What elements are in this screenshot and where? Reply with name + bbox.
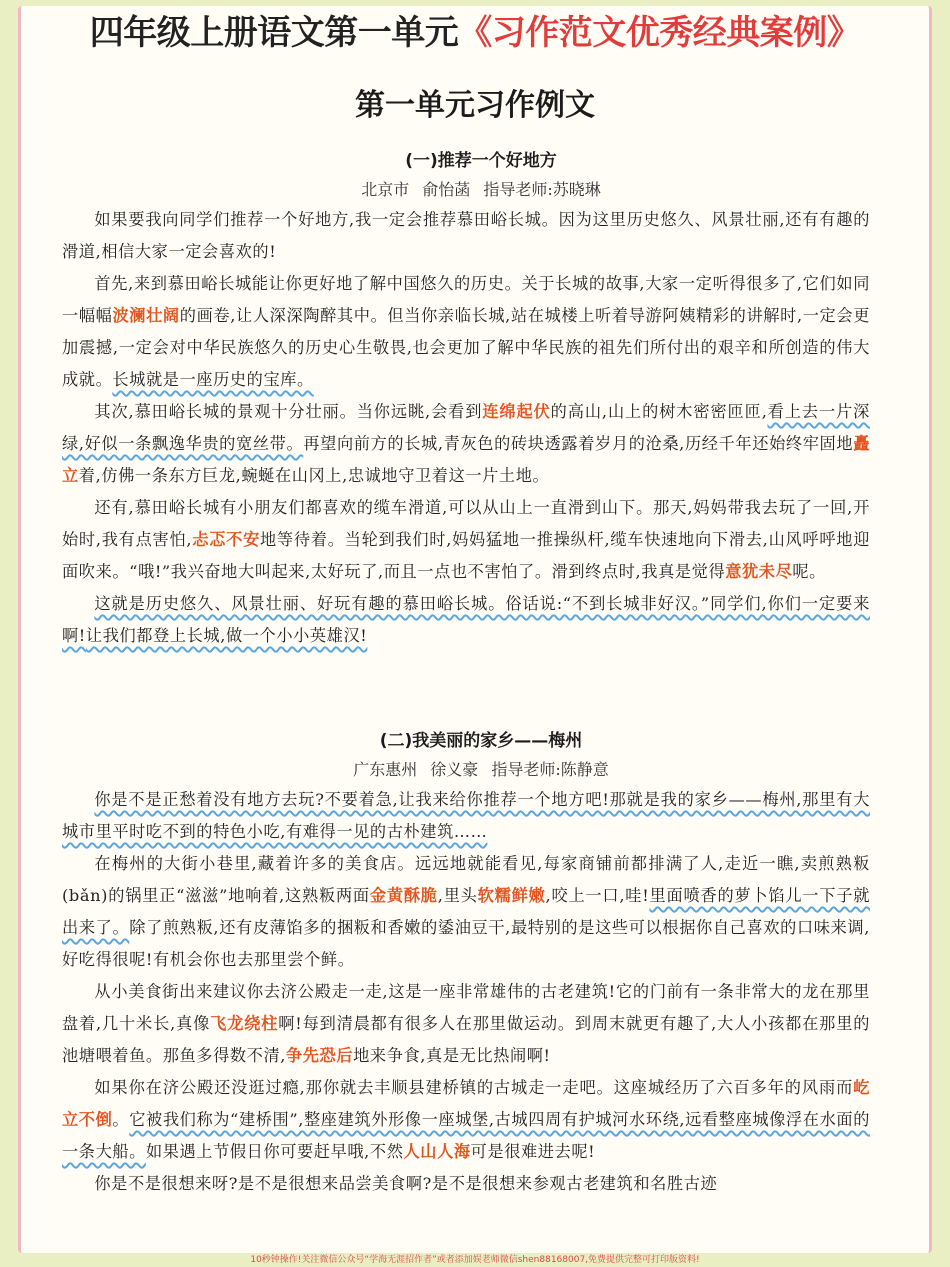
- highlight-phrase: 人山人海: [403, 1142, 471, 1161]
- s2-paragraph-1: 你是不是正愁着没有地方去玩?不要着急,让我来给你推荐一个地方吧!那就是我的家乡——梅州,那里有大城市里平时吃不到的特色小吃,有难得一见的古朴建筑……: [62, 790, 870, 841]
- page-title: 第一单元习作例文: [355, 88, 595, 123]
- s2-paragraph-4: 如果你在济公殿还没逛过瘾,那你就去丰顺县建桥镇的古城走一走吧。这座城经历了六百多年的风雨而屹立不倒。它被我们称为“建桥围”,整座建筑外形像一座城堡,古城四周有护城河水环绕,远看整座城像浮在水面的一条大船。如果遇上节假日你可要赶早哦,不然人山人海可是很难进去呢!: [62, 1078, 870, 1161]
- highlight-phrase: 争先恐后: [285, 1046, 354, 1065]
- s1-paragraph-5: 这就是历史悠久、风景壮丽、好玩有趣的慕田峪长城。俗话说:“不到长城非好汉。”同学们,你们一定要来啊!让我们都登上长城,做一个小小英雄汉!: [62, 594, 870, 645]
- underlined-sentence: 长城就是一座历史的宝库。: [112, 370, 314, 389]
- highlight-phrase: 连绵起伏: [482, 402, 551, 421]
- s2-paragraph-3: 从小美食街出来建议你去济公殿走一走,这是一座非常雄伟的古老建筑!它的门前有一条非常大的龙在那里盘着,几十米长,真像飞龙绕柱啊!每到清晨都有很多人在那里做运动。到周末就更有趣了,大人小孩都在那里的池塘喂着鱼。那鱼多得数不清,争先恐后地来争食,真是无比热闹啊!: [62, 982, 870, 1065]
- highlight-phrase: 屹立不倒: [62, 1078, 870, 1129]
- highlight-phrase: 金黄酥脆: [369, 886, 438, 905]
- section-1: [62, 146, 870, 652]
- s1-paragraph-2: 首先,来到慕田峪长城能让你更好地了解中国悠久的历史。关于长城的故事,大家一定听得很多了,它们如同一幅幅波澜壮阔的画卷,让人深深陶醉其中。但当你亲临长城,站在城楼上听着导游阿姨精彩的讲解时,一定会更加震撼,一定会对中华民族悠久的历史心生敬畏,也会更加了解中华民族的祖先们所付出的艰辛和所创造的伟大成就。长城就是一座历史的宝库。: [62, 274, 870, 389]
- s1-paragraph-3: 其次,慕田峪长城的景观十分壮丽。当你远眺,会看到连绵起伏的高山,山上的树木密密匝匝,看上去一片深绿,好似一条飘逸华贵的宽丝带。再望向前方的长城,青灰色的砖块透露着岁月的沧桑,历经千年还始终牢固地矗立着,仿佛一条东方巨龙,蜿蜒在山冈上,忠诚地守卫着这一片土地。: [62, 402, 870, 485]
- underlined-sentence: 它被我们称为“建桥围”,整座建筑外形像一座城堡,古城四周有护城河水环绕,远看整座城像浮在水面的一条大船。: [62, 1110, 870, 1161]
- highlight-phrase: 软糯鲜嫩: [477, 886, 546, 905]
- section-2-title: (二)我美丽的家乡——梅州: [379, 731, 583, 751]
- section-1-byline: 北京市 俞怡菡 指导老师:苏晓琳: [361, 180, 601, 199]
- section-2: [62, 726, 870, 1200]
- banner-highlight: 《习作范文优秀经典案例》: [458, 13, 861, 53]
- highlight-phrase: 意犹未尽: [725, 562, 793, 581]
- highlight-phrase: 飞龙绕柱: [210, 1014, 279, 1033]
- s1-paragraph-1: 如果要我向同学们推荐一个好地方,我一定会推荐慕田峪长城。因为这里历史悠久、风景壮丽,还有有趣的滑道,相信大家一定会喜欢的!: [62, 210, 870, 261]
- s1-paragraph-4: 还有,慕田峪长城有小朋友们都喜欢的缆车滑道,可以从山上一直滑到山下。那天,妈妈带我去玩了一回,开始时,我有点害怕,忐忑不安地等待着。当轮到我们时,妈妈猛地一推操纵杆,缆车快速地向下滑去,山风呼呼地迎面吹来。“哦!”我兴奋地大叫起来,太好玩了,而且一点也不害怕了。滑到终点时,我真是觉得意犹未尽呢。: [62, 498, 870, 581]
- s2-paragraph-2: 在梅州的大街小巷里,藏着许多的美食店。远远地就能看见,每家商铺前都排满了人,走近一瞧,卖煎熟粄(bǎn)的锅里正“滋滋”地响着,这熟粄两面金黄酥脆,里头软糯鲜嫩,咬上一口,哇!里面喷香的萝卜馅儿一下子就出来了。除了煎熟粄,还有皮薄馅多的捆粄和香嫩的鋈油豆干,最特别的是这些可以根据你自己喜欢的口味来调,好吃得很呢!有机会你也去那里尝个鲜。: [62, 854, 870, 969]
- section-1-title: (一)推荐一个好地方: [405, 151, 557, 171]
- banner-main: 四年级上册语文第一单元: [89, 13, 459, 53]
- footer-notice: 10秒钟操作!关注微信公众号“学海无涯招作者”或者添加娱老师微信shen88168007,免费提供完整可打印版资料!: [250, 1255, 700, 1265]
- highlight-phrase: 忐忑不安: [192, 530, 260, 549]
- banner-title: [0, 4, 950, 62]
- s2-paragraph-5: 你是不是很想来呀?是不是很想来品尝美食啊?是不是很想来参观古老建筑和名胜古迹: [94, 1174, 718, 1193]
- section-2-byline: 广东惠州 徐义豪 指导老师:陈静意: [353, 760, 609, 779]
- highlight-phrase: 矗立: [62, 434, 870, 485]
- highlight-phrase: 波澜壮阔: [112, 306, 180, 325]
- underlined-sentence: 看上去一片深绿,好似一条飘逸华贵的宽丝带。: [62, 402, 870, 453]
- underlined-sentence: 让我们都登上长城,做一个小小英雄汉!: [85, 626, 368, 645]
- underlined-sentence: 里面喷香的萝卜馅儿一下子就出来了。: [62, 886, 870, 937]
